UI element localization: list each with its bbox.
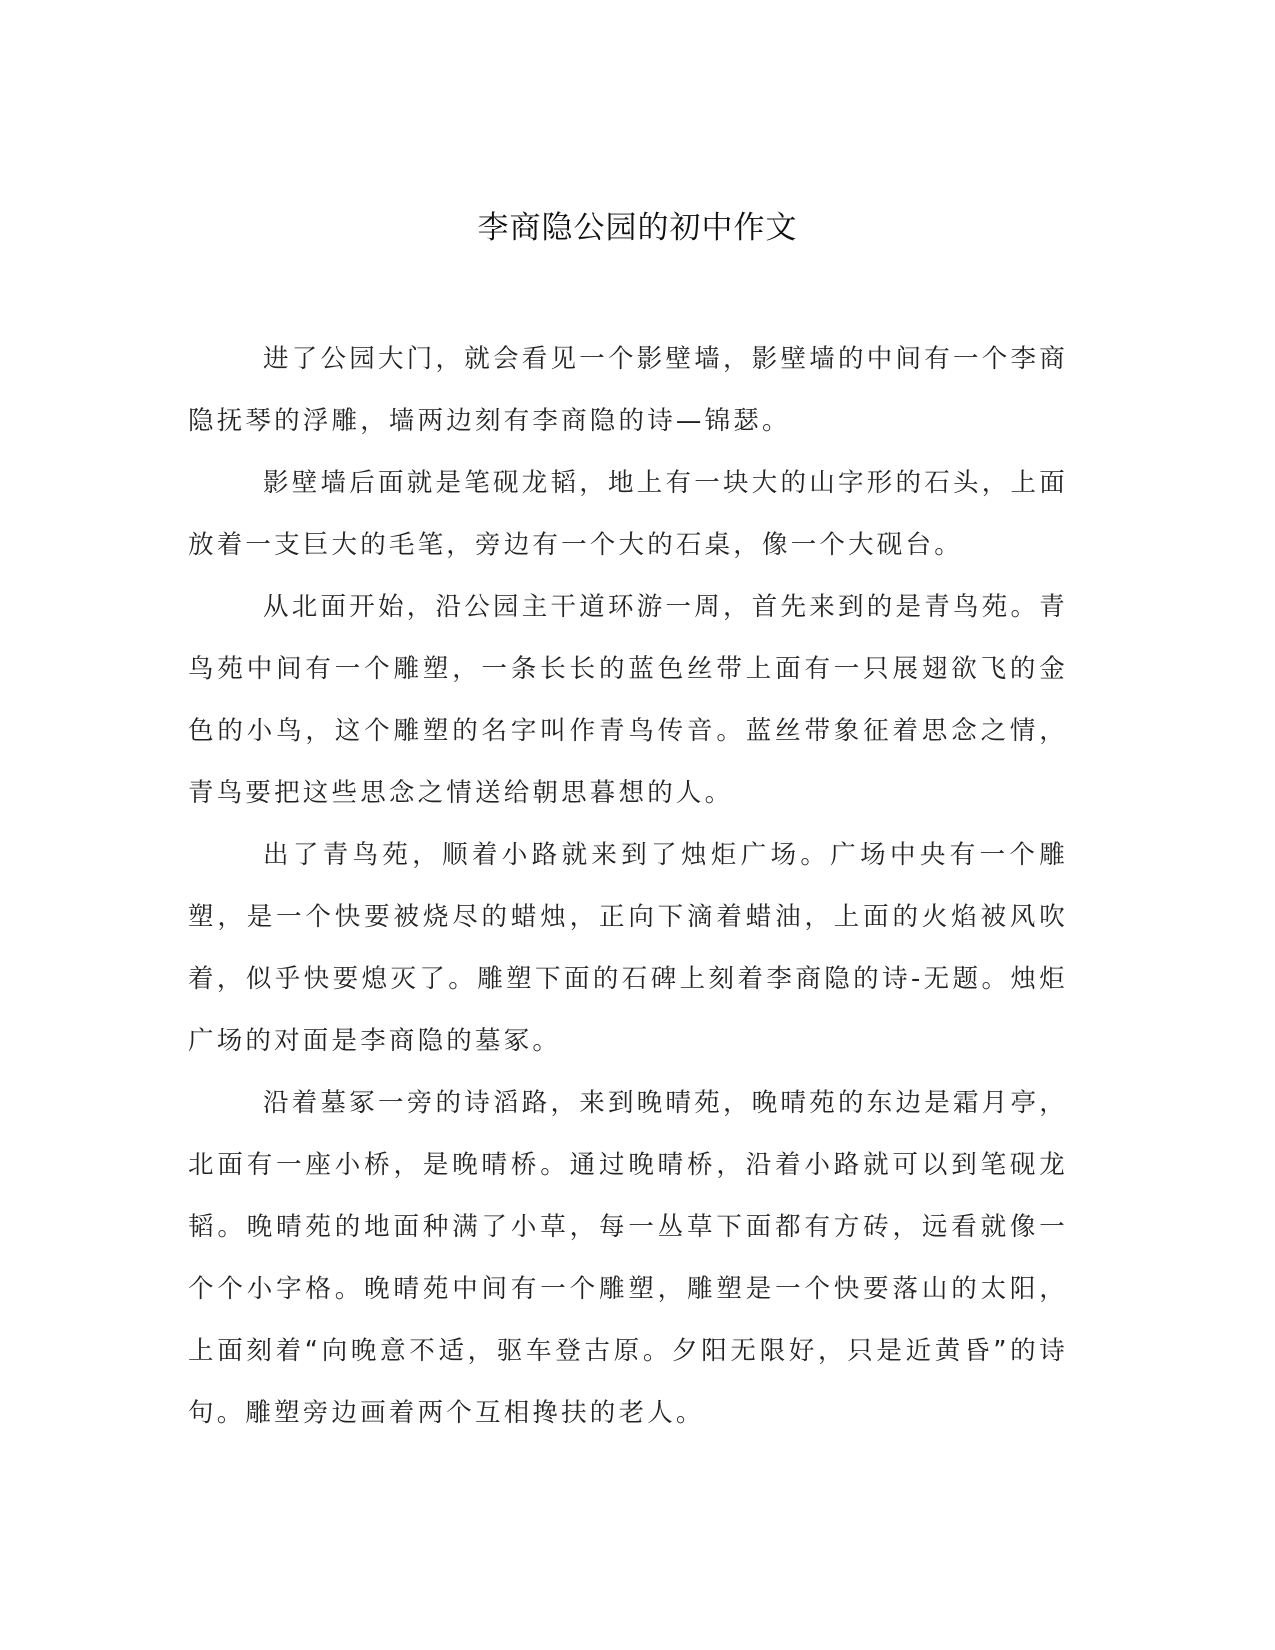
paragraph-3: 从北面开始，沿公园主干道环游一周，首先来到的是青鸟苑。青鸟苑中间有一个雕塑，一条长长的蓝色丝带上面有一只展翅欲飞的金色的小鸟，这个雕塑的名字叫作青鸟传音。蓝丝带象征着思念之情，青鸟要把这些思念之情送给朝思暮想的人。 [188, 592, 1068, 808]
paragraph-4: 出了青鸟苑，顺着小路就来到了烛炬广场。广场中央有一个雕塑，是一个快要被烧尽的蜡烛，正向下滴着蜡油，上面的火焰被风吹着，似乎快要熄灭了。雕塑下面的石碑上刻着李商隐的诗-无题。烛炬广场的对面是李商隐的墓冢。 [188, 840, 1068, 1056]
document-body [188, 328, 1068, 1444]
paragraph-2: 影壁墙后面就是笔砚龙韬，地上有一块大的山字形的石头，上面放着一支巨大的毛笔，旁边有一个大的石桌，像一个大砚台。 [188, 468, 1068, 560]
paragraph-1: 进了公园大门，就会看见一个影壁墙，影壁墙的中间有一个李商隐抚琴的浮雕，墙两边刻有李商隐的诗—锦瑟。 [188, 344, 1068, 436]
document-title: 李商隐公园的初中作文 [477, 210, 798, 246]
paragraph-5: 沿着墓冢一旁的诗滔路，来到晚晴苑，晚晴苑的东边是霜月亭，北面有一座小桥，是晚晴桥。通过晚晴桥，沿着小路就可以到笔砚龙韬。晚晴苑的地面种满了小草，每一丛草下面都有方砖，远看就像一个个小字格。晚晴苑中间有一个雕塑，雕塑是一个快要落山的太阳，上面刻着“向晚意不适，驱车登古原。夕阳无限好，只是近黄昏”的诗句。雕塑旁边画着两个互相搀扶的老人。 [188, 1088, 1068, 1428]
